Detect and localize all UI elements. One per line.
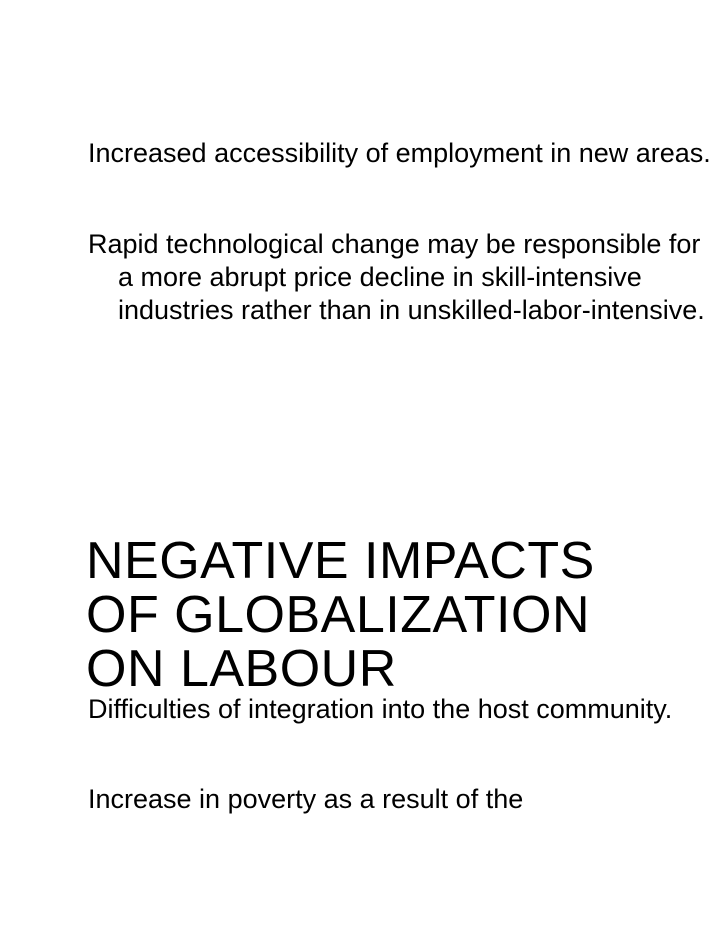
heading-line-2: OF GLOBALIZATION: [86, 586, 591, 644]
heading-line-1: NEGATIVE IMPACTS: [86, 532, 595, 590]
bullet-accessibility-employment: Increased accessibility of employment in new areas.: [88, 138, 711, 168]
heading-line-3: ON LABOUR: [86, 640, 397, 698]
bullet-increase-poverty: Increase in poverty as a result of the: [88, 784, 524, 814]
section-heading: [86, 534, 706, 696]
bullet-technological-change: Rapid technological change may be responsible for a more abrupt price decline in skill-intensive industries rather than in unskilled-labor-intensive.: [88, 229, 705, 325]
bullet-integration-difficulties: Difficulties of integration into the host community.: [88, 694, 673, 724]
